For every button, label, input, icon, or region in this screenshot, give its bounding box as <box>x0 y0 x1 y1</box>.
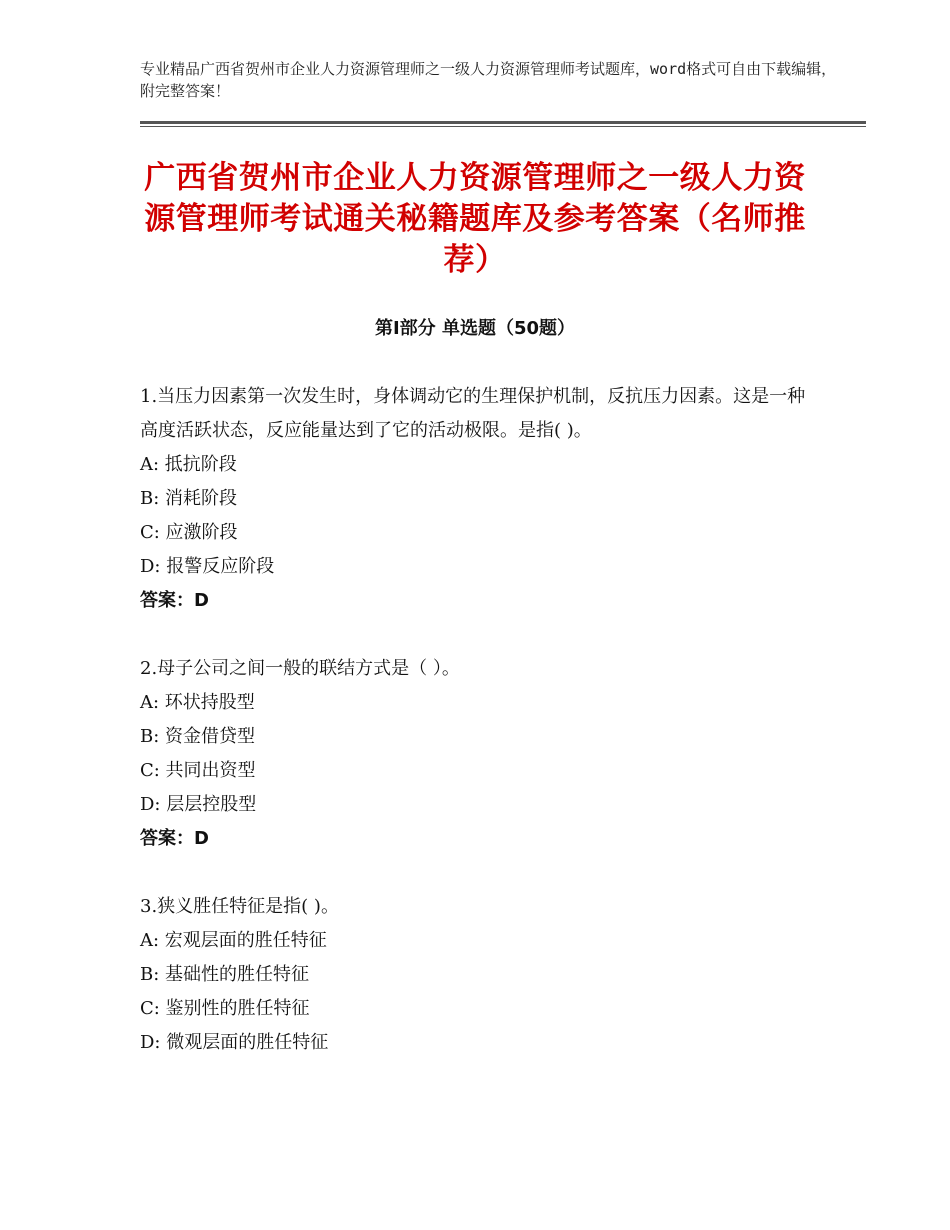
header-note: 专业精品广西省贺州市企业人力资源管理师之一级人力资源管理师考试题库，word格式可自由下载编辑，附完整答案！ <box>140 60 837 100</box>
option-b: B: 资金借贷型 <box>140 726 256 747</box>
header-divider-thin <box>140 126 866 127</box>
question-stem: 3.狭义胜任特征是指( )。 <box>140 896 339 917</box>
question-stem: 2.母子公司之间一般的联结方式是（ ）。 <box>140 658 460 679</box>
option-d: D: 报警反应阶段 <box>140 556 275 577</box>
question-1 <box>140 380 810 618</box>
header-divider-thick <box>140 121 866 124</box>
answer-line: 答案：D <box>140 828 209 849</box>
option-a: A: 宏观层面的胜任特征 <box>140 930 327 951</box>
option-b: B: 消耗阶段 <box>140 488 238 509</box>
answer-line: 答案：D <box>140 590 209 611</box>
option-a: A: 抵抗阶段 <box>140 454 237 475</box>
document-title: 广西省贺州市企业人力资源管理师之一级人力资源管理师考试通关秘籍题库及参考答案（名师推荐） <box>144 160 806 278</box>
option-d: D: 层层控股型 <box>140 794 257 815</box>
question-2 <box>140 652 810 856</box>
option-b: B: 基础性的胜任特征 <box>140 964 310 985</box>
question-3 <box>140 890 810 1060</box>
option-c: C: 共同出资型 <box>140 760 256 781</box>
option-a: A: 环状持股型 <box>140 692 255 713</box>
option-c: C: 应激阶段 <box>140 522 238 543</box>
question-list <box>140 380 810 1094</box>
question-stem: 1.当压力因素第一次发生时，身体调动它的生理保护机制，反抗压力因素。这是一种高度活跃状态，反应能量达到了它的活动极限。是指( )。 <box>140 386 806 441</box>
section-heading: 第Ⅰ部分 单选题（50题） <box>374 318 575 339</box>
option-d: D: 微观层面的胜任特征 <box>140 1032 329 1053</box>
option-c: C: 鉴别性的胜任特征 <box>140 998 310 1019</box>
